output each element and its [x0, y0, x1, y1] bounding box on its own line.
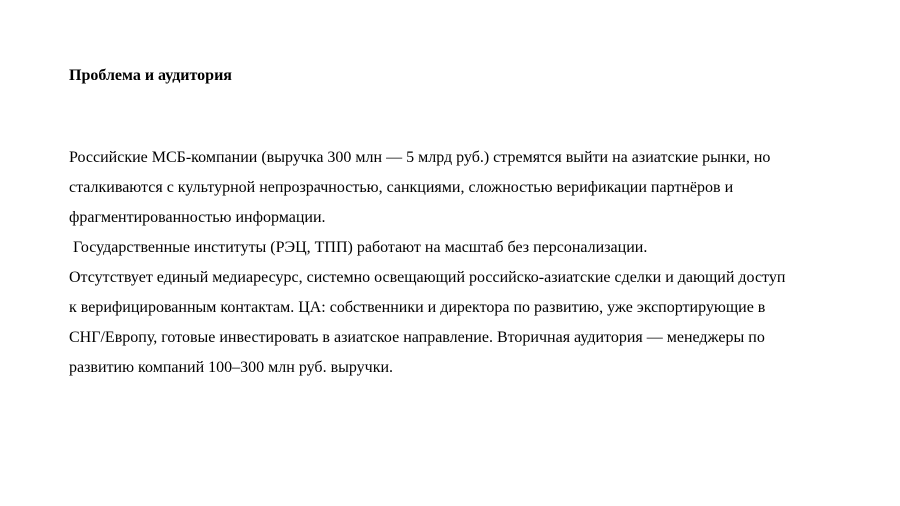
body-line: Государственные институты (РЭЦ, ТПП) работают на масштаб без персонализации.	[69, 239, 648, 256]
body-line: СНГ/Европу, готовые инвестировать в азиатское направление. Вторичная аудитория — менеджеры по	[69, 329, 765, 346]
body-line: к верифицированным контактам. ЦА: собственники и директора по развитию, уже экспортирующие в	[69, 299, 766, 316]
slide-title: Проблема и аудитория	[69, 67, 232, 84]
body-line: Отсутствует единый медиаресурс, системно освещающий российско-азиатские сделки и дающий доступ	[69, 269, 786, 286]
body-line: развитию компаний 100–300 млн руб. выручки.	[69, 359, 394, 376]
slide-body-text	[69, 143, 849, 383]
body-line: фрагментированностью информации.	[69, 209, 326, 226]
body-line: Российские МСБ-компании (выручка 300 млн — 5 млрд руб.) стремятся выйти на азиатские рынки, но	[69, 149, 771, 166]
body-line: сталкиваются с культурной непрозрачностью, санкциями, сложностью верификации партнёров и	[69, 179, 734, 196]
